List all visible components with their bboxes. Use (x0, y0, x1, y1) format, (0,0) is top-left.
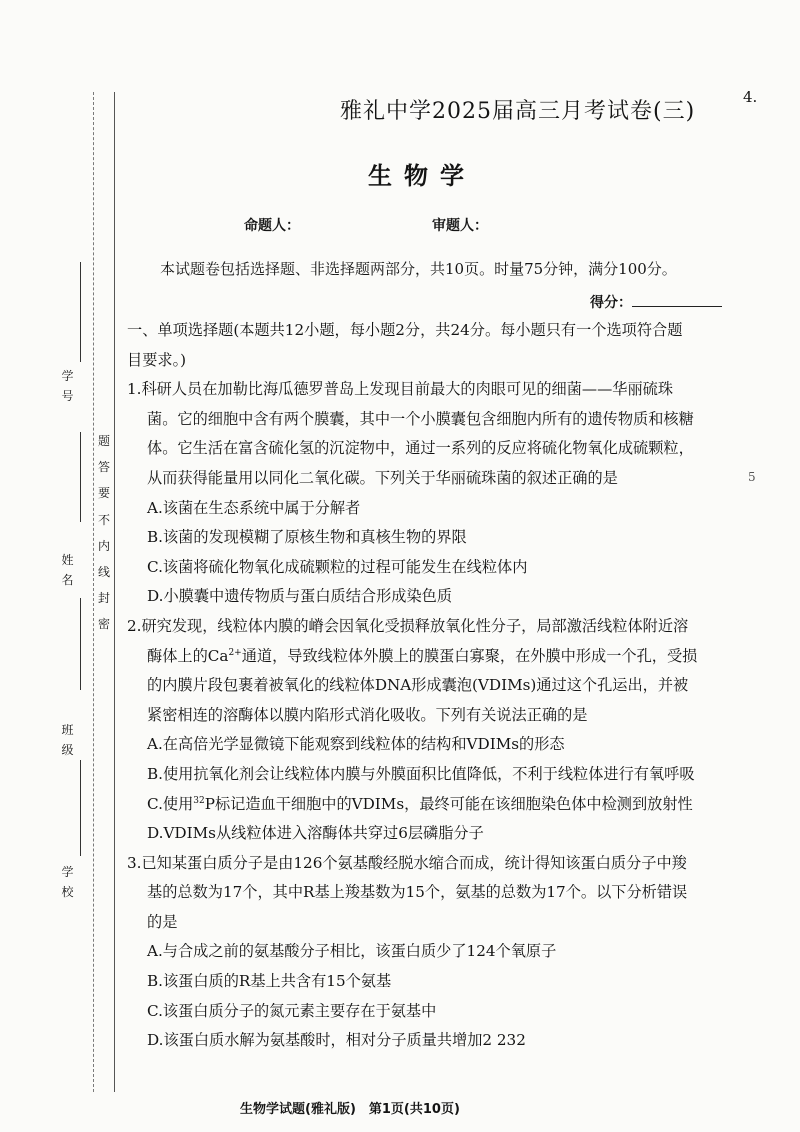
corner-mark: 4. (743, 88, 758, 106)
seal-char: 答 (97, 460, 110, 475)
seal-char: 密 (97, 617, 110, 632)
q3-stem: 基的总数为17个，其中R基上羧基数为15个，氨基的总数为17个。以下分析错误 (147, 883, 688, 902)
exam-intro: 本试题卷包括选择题、非选择题两部分，共10页。时量75分钟，满分100分。 (160, 260, 677, 278)
q1-option-d: D.小膜囊中遗传物质与蛋白质结合形成染色质 (147, 587, 453, 606)
seal-char: 封 (97, 591, 110, 606)
seal-char: 内 (97, 538, 110, 553)
q1-option-a: A.该菌在生态系统中属于分解者 (147, 498, 361, 517)
binding-solid-line (114, 92, 115, 1092)
q2-option-d: D.VDIMs从线粒体进入溶酶体共穿过6层磷脂分子 (147, 824, 484, 843)
seal-char: 要 (97, 486, 110, 501)
section-heading: 一、单项选择题(本题共12小题，每小题2分，共24分。每小题只有一个选项符合题 (127, 321, 683, 339)
seal-char: 题 (97, 434, 110, 448)
q2-option-a: A.在高倍光学显微镜下能观察到线粒体的结构和VDIMs的形态 (147, 735, 565, 754)
q2-option-b: B.使用抗氧化剂会让线粒体内膜与外膜面积比值降低，不利于线粒体进行有氧呼吸 (147, 764, 695, 783)
q2-stem: 的内膜片段包裹着被氧化的线粒体DNA形成囊泡(VDIMs)通过这个孔运出，并被 (147, 676, 689, 695)
section-heading-cont: 目要求。) (127, 350, 187, 369)
reviewer-label: 审题人： (432, 218, 488, 234)
school-label: 学 校 (61, 865, 75, 899)
q1-option-c: C.该菌将硫化物氧化成硫颗粒的过程可能发生在线粒体内 (147, 557, 528, 576)
q1-stem: 体。它生活在富含硫化氢的沉淀物中，通过一系列的反应将硫化物氧化成硫颗粒， (147, 439, 694, 458)
q1-stem: 从而获得能量用以同化二氧化碳。下列关于华丽硫珠菌的叙述正确的是 (147, 468, 618, 487)
score-field (590, 292, 722, 312)
school-line (80, 760, 81, 856)
q2-stem: 酶体上的$Ca^{2+}$通道，导致线粒体外膜上的膜蛋白寡聚，在外膜中形成一个孔，受损 (147, 646, 698, 665)
name-line (80, 432, 81, 522)
subject-title: 生物学 (368, 162, 476, 190)
class-line (80, 598, 81, 690)
setter-label: 命题人： (244, 218, 300, 234)
exam-title: 雅礼中学2025届高三月考试卷(三) (340, 99, 696, 124)
student-no-label: 学 号 (61, 369, 75, 403)
q3-option-b: B.该蛋白质的R基上共含有15个氨基 (147, 972, 392, 991)
seal-char: 不 (97, 512, 110, 527)
question-content (127, 316, 717, 1056)
seal-warning (96, 428, 112, 638)
page-footer: 生物学试题(雅礼版) 第1页(共10页) (240, 1102, 460, 1117)
score-blank (632, 294, 722, 307)
q3-stem: 3.已知某蛋白质分子是由126个氨基酸经脱水缩合而成，统计得知该蛋白质分子中羧 (127, 853, 687, 872)
student-no-line (80, 262, 81, 362)
margin-mark: 5 (748, 470, 756, 484)
name-label: 姓 名 (61, 553, 75, 587)
q1-option-b: B.该菌的发现模糊了原核生物和真核生物的界限 (147, 528, 467, 547)
q1-stem: 菌。它的细胞中含有两个膜囊，其中一个小膜囊包含细胞内所有的遗传物质和核糖 (147, 409, 694, 428)
score-label: 得分： (590, 295, 632, 311)
q2-stem: 紧密相连的溶酶体以膜内陷形式消化吸收。下列有关说法正确的是 (147, 705, 588, 724)
q3-option-d: D.该蛋白质水解为氨基酸时，相对分子质量共增加2 232 (147, 1031, 526, 1050)
q3-option-a: A.与合成之前的氨基酸分子相比，该蛋白质少了124个氧原子 (147, 942, 557, 961)
q3-stem: 的是 (147, 912, 178, 931)
q2-stem: 2.研究发现，线粒体内膜的嵴会因氧化受损释放氧化性分子，局部激活线粒体附近溶 (127, 616, 689, 635)
q2-option-c: C.使用$^{32}$P标记造血干细胞中的VDIMs，最终可能在该细胞染色体中检测到放射性 (147, 794, 693, 813)
seal-char: 线 (97, 565, 110, 580)
q3-option-c: C.该蛋白质分子的氮元素主要存在于氨基中 (147, 1001, 437, 1020)
binding-dashed-line (93, 92, 94, 1092)
class-label: 班 级 (61, 723, 75, 757)
q1-stem: 1.科研人员在加勒比海瓜德罗普岛上发现目前最大的肉眼可见的细菌——华丽硫珠 (127, 380, 674, 399)
